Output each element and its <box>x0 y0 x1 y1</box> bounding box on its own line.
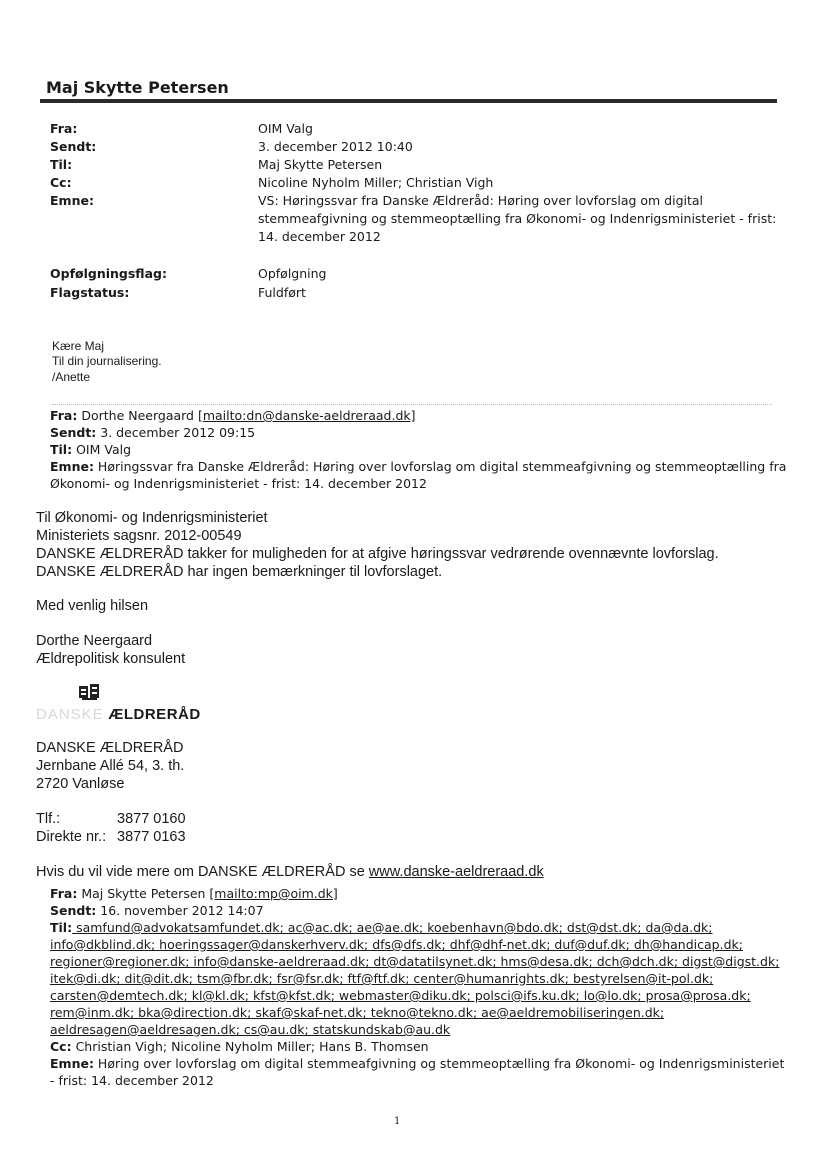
header-name: Maj Skytte Petersen <box>46 78 229 97</box>
danske-aeldreraad-logo-icon <box>79 683 100 701</box>
org-name: DANSKE ÆLDRERÅD <box>36 740 184 756</box>
fwd1-sent: Sendt: 3. december 2012 09:15 <box>50 425 256 440</box>
address-line: 2720 Vanløse <box>36 776 125 792</box>
recipient-list-line[interactable]: itek@di.dk; dit@dit.dk; tsm@fbr.dk; fsr@fsr.dk; ftf@ftf.dk; center@humanrights.dk; bestyrelsen@it-pol.dk; <box>50 971 714 986</box>
fwd2-from-email-link[interactable]: [mailto:mp@oim.dk] <box>209 886 338 901</box>
website-link[interactable]: www.danske-aeldreraad.dk <box>368 864 544 880</box>
fwd2-cc: Cc: Christian Vigh; Nicoline Nyholm Miller; Hans B. Thomsen <box>50 1039 429 1054</box>
danske-aeldreraad-logo: DANSKE ÆLDRERÅD <box>36 706 201 723</box>
closing: Med venlig hilsen <box>36 598 149 614</box>
phone-value: 3877 0160 <box>117 811 186 827</box>
direct-value: 3877 0163 <box>117 829 186 845</box>
flag-status-label: Flagstatus: <box>50 285 130 300</box>
recipient-list-line[interactable]: rem@inm.dk; bka@direction.dk; skaf@skaf-net.dk; tekno@tekno.dk; ae@aeldremobiliseringen.dk; <box>50 1005 665 1020</box>
fwd2-subject-line2: - frist: 14. december 2012 <box>50 1073 214 1088</box>
fwd2-sent: Sendt: 16. november 2012 14:07 <box>50 903 264 918</box>
subject-value-line2: stemmeafgivning og stemmeoptælling fra Økonomi- og Indenrigsministeriet - frist: <box>258 211 777 226</box>
flag-status-value: Fuldført <box>258 285 306 300</box>
subject-label: Emne: <box>50 193 94 208</box>
recipient-list-line[interactable]: samfund@advokatsamfundet.dk; ac@ac.dk; ae@ae.dk; koebenhavn@bdo.dk; dst@dst.dk; da@da.dk; <box>72 920 713 935</box>
subject-value-line3: 14. december 2012 <box>258 229 381 244</box>
fwd1-subject-line2: Økonomi- og Indenrigsministeriet - frist: 14. december 2012 <box>50 476 427 491</box>
from-value: OIM Valg <box>258 121 313 136</box>
recipient-list-line[interactable]: regioner@regioner.dk; info@danske-aeldreraad.dk; dt@datatilsynet.dk; hms@desa.dk; dch@dch.dk; digst@digst.dk; <box>50 954 780 969</box>
header-rule <box>40 99 777 103</box>
sent-value: 3. december 2012 10:40 <box>258 139 413 154</box>
fwd1-to: Til: OIM Valg <box>50 442 132 457</box>
from-label: Fra: <box>50 121 78 136</box>
followup-flag-value: Opfølgning <box>258 266 327 281</box>
recipient-list-line[interactable]: carsten@demtech.dk; kl@kl.dk; kfst@kfst.dk; webmaster@diku.dk; polsci@ifs.ku.dk; lo@lo.dk; prosa@prosa.dk; <box>50 988 751 1003</box>
signer-title: Ældrepolitisk konsulent <box>36 651 186 667</box>
body-line: DANSKE ÆLDRERÅD takker for muligheden for at afgive høringssvar vedrørende ovennævnte lovforslag. <box>36 546 719 562</box>
fwd2-from: Fra: Maj Skytte Petersen [mailto:mp@oim.dk] <box>50 886 338 901</box>
phone-label: Tlf.: <box>36 811 61 827</box>
signer-name: Dorthe Neergaard <box>36 633 153 649</box>
to-value: Maj Skytte Petersen <box>258 157 383 172</box>
body-line: DANSKE ÆLDRERÅD har ingen bemærkninger til lovforslaget. <box>36 564 443 580</box>
body-line: Til Økonomi- og Indenrigsministeriet <box>36 510 268 526</box>
separator <box>52 404 772 405</box>
fwd2-subject: Emne: Høring over lovforslag om digital stemmeafgivning og stemmeoptælling fra Økonomi- og Indenrigsministeriet <box>50 1056 785 1071</box>
note-line: /Anette <box>52 370 91 384</box>
sent-label: Sendt: <box>50 139 97 154</box>
recipient-list-line[interactable]: info@dkblind.dk; hoeringssager@danskerhverv.dk; dfs@dfs.dk; dhf@dhf-net.dk; duf@duf.dk; dh@handicap.dk; <box>50 937 743 952</box>
note-line: Til din journalisering. <box>52 354 162 368</box>
fwd2-to: Til: samfund@advokatsamfundet.dk; ac@ac.dk; ae@ae.dk; koebenhavn@bdo.dk; dst@dst.dk; da@da.dk; <box>50 920 713 935</box>
cc-label: Cc: <box>50 175 72 190</box>
more-info: Hvis du vil vide mere om DANSKE ÆLDRERÅD se www.danske-aeldreraad.dk <box>36 864 544 880</box>
cc-value: Nicoline Nyholm Miller; Christian Vigh <box>258 175 494 190</box>
subject-value: VS: Høringssvar fra Danske Ældreråd: Høring over lovforslag om digital <box>258 193 704 208</box>
recipient-list-line[interactable]: aeldresagen@aeldresagen.dk; cs@au.dk; statskundskab@au.dk <box>50 1022 451 1037</box>
to-label: Til: <box>50 157 73 172</box>
page-number: 1 <box>394 1116 401 1127</box>
fwd1-from-email-link[interactable]: [mailto:dn@danske-aeldreraad.dk] <box>197 408 416 423</box>
body-line: Ministeriets sagsnr. 2012-00549 <box>36 528 242 544</box>
note-line: Kære Maj <box>52 339 105 353</box>
fwd1-from: Fra: Dorthe Neergaard [mailto:dn@danske-aeldreraad.dk] <box>50 408 416 423</box>
followup-flag-label: Opfølgningsflag: <box>50 266 167 281</box>
address-line: Jernbane Allé 54, 3. th. <box>36 758 185 774</box>
direct-label: Direkte nr.: <box>36 829 107 845</box>
fwd1-subject: Emne: Høringssvar fra Danske Ældreråd: Høring over lovforslag om digital stemmeafgivning og stemmeoptælling fra <box>50 459 787 474</box>
